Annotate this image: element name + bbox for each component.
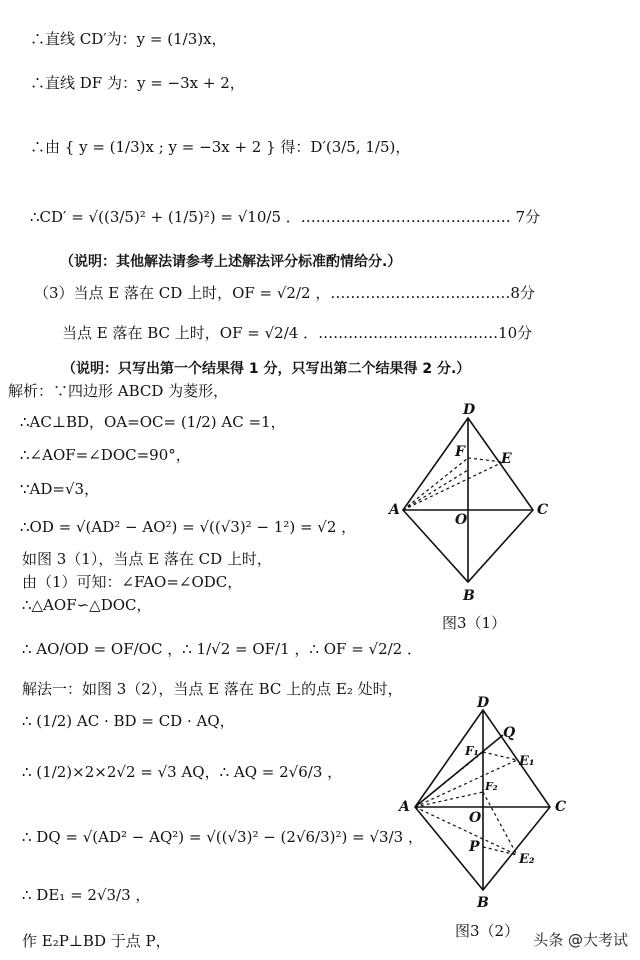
- label-a2: A: [399, 799, 410, 815]
- line-13: ∴OD = √(AD² − AO²) = √((√3)² − 1²) = √2 ，: [20, 518, 357, 536]
- label-e2: E₂: [519, 852, 535, 867]
- label-e1: E₁: [519, 754, 535, 769]
- label-p: P: [469, 839, 480, 855]
- line-5: （说明：其他解法请参考上述解法评分标准酌情给分.）: [60, 254, 402, 270]
- line-18: 解法一：如图 3（2），当点 E 落在 BC 上的点 E₂ 处时，: [22, 680, 403, 698]
- line-19: ∴ (1/2) AC · BD = CD · AQ，: [22, 712, 235, 730]
- line-16: ∴△AOF∽△DOC，: [22, 596, 152, 614]
- label-f2: F₂: [485, 780, 498, 793]
- line-3: ∴由 { y = (1/3)x ; y = −3x + 2 } 得：D′(3/5, 1/5)，: [30, 138, 411, 156]
- line-21: ∴ DQ = √(AD² − AQ²) = √((√3)² − (2√6/3)²) = √3/3 ，: [22, 828, 423, 846]
- figure-3-1: [385, 400, 585, 630]
- label-d2: D: [477, 695, 490, 711]
- label-f: F: [455, 444, 465, 460]
- line-7: 当点 E 落在 BC 上时，OF = √2/4 ．………………………………10分: [62, 324, 533, 342]
- line-23: 作 E₂P⊥BD 于点 P，: [22, 932, 171, 950]
- line-10: ∴AC⊥BD，OA=OC= (1/2) AC =1，: [20, 413, 286, 431]
- label-b: B: [463, 588, 475, 604]
- label-c: C: [537, 502, 549, 518]
- line-15: 由（1）可知：∠FAO=∠ODC，: [22, 573, 243, 591]
- label-d: D: [463, 402, 476, 418]
- line-14: 如图 3（1），当点 E 落在 CD 上时，: [22, 550, 272, 568]
- line-6: （3）当点 E 落在 CD 上时，OF = √2/2 ，………………………………8分: [34, 284, 535, 302]
- label-o2: O: [469, 810, 482, 826]
- line-8: （说明：只写出第一个结果得 1 分，只写出第二个结果得 2 分.）: [62, 361, 471, 377]
- line-9: 解析：∵四边形 ABCD 为菱形，: [8, 382, 229, 400]
- figure-3-2-caption: 图3（2）: [455, 922, 520, 940]
- line-17: ∴ AO/OD = OF/OC ，∴ 1/√2 = OF/1 ，∴ OF = √2/2 ．: [22, 640, 422, 658]
- line-12: ∵AD=√3，: [20, 480, 100, 498]
- line-20: ∴ (1/2)×2×2√2 = √3 AQ，∴ AQ = 2√6/3 ，: [22, 763, 343, 781]
- line-1: ∴直线 CD′为：y = (1/3)x，: [30, 30, 227, 48]
- line-2: ∴直线 DF 为：y = −3x + 2，: [30, 74, 245, 92]
- line-4: ∴CD′ = √((3/5)² + (1/5)²) = √10/5 ．…………………………………… 7分: [30, 208, 541, 226]
- label-a: A: [389, 502, 400, 518]
- label-o: O: [455, 512, 468, 528]
- label-f1: F₁: [465, 744, 479, 758]
- label-e: E: [501, 451, 512, 467]
- label-b2: B: [477, 895, 489, 911]
- figure-3-1-caption: 图3（1）: [442, 614, 507, 632]
- figure-3-2: [385, 695, 595, 925]
- line-11: ∴∠AOF=∠DOC=90°，: [20, 446, 191, 464]
- watermark: 头条 @大考试: [533, 931, 628, 949]
- line-22: ∴ DE₁ = 2√3/3 ，: [22, 886, 151, 904]
- label-c2: C: [555, 799, 567, 815]
- label-q: Q: [503, 725, 516, 741]
